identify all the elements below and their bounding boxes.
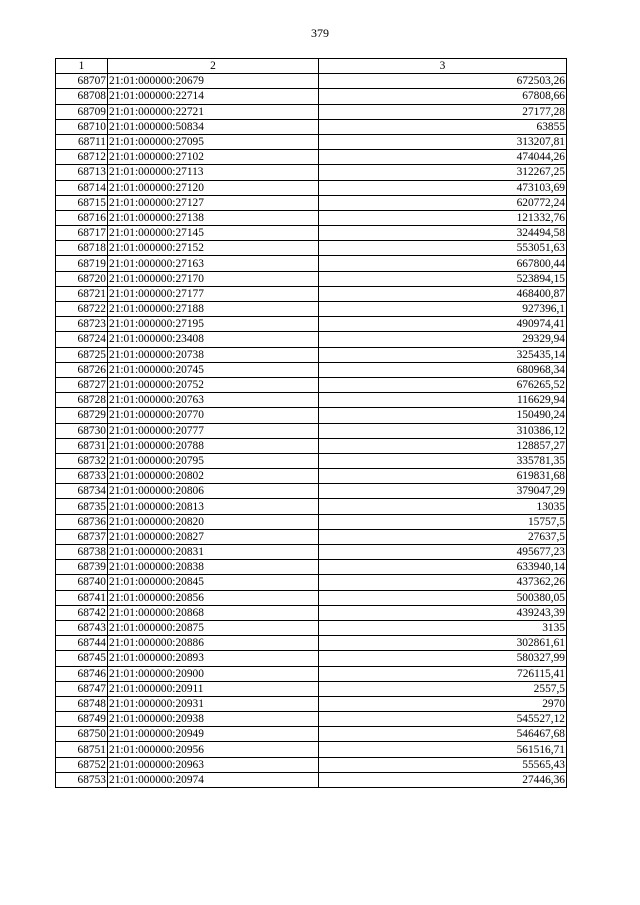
- row-value: 313207,81: [319, 134, 567, 149]
- cadastral-number: 21:01:000000:20763: [108, 393, 319, 408]
- cadastral-number: 21:01:000000:20777: [108, 423, 319, 438]
- row-value: 619831,68: [319, 469, 567, 484]
- row-number: 68743: [56, 620, 108, 635]
- row-value: 437362,26: [319, 575, 567, 590]
- row-number: 68721: [56, 286, 108, 301]
- column-header-1: 1: [56, 59, 108, 74]
- cadastral-number: 21:01:000000:20820: [108, 514, 319, 529]
- row-value: 29329,94: [319, 332, 567, 347]
- row-number: 68713: [56, 165, 108, 180]
- row-value: 2557,5: [319, 681, 567, 696]
- row-value: 27177,28: [319, 104, 567, 119]
- table-header-row: [56, 59, 567, 74]
- data-table: [55, 58, 567, 788]
- row-number: 68708: [56, 89, 108, 104]
- row-number: 68737: [56, 529, 108, 544]
- row-number: 68730: [56, 423, 108, 438]
- row-number: 68753: [56, 772, 108, 787]
- row-value: 490974,41: [319, 317, 567, 332]
- table-row: [56, 393, 567, 408]
- table-row: [56, 332, 567, 347]
- row-value: 310386,12: [319, 423, 567, 438]
- table-row: [56, 514, 567, 529]
- row-number: 68709: [56, 104, 108, 119]
- row-value: 3135: [319, 620, 567, 635]
- row-number: 68712: [56, 150, 108, 165]
- row-value: 55565,43: [319, 757, 567, 772]
- table-row: [56, 180, 567, 195]
- row-value: 13035: [319, 499, 567, 514]
- cadastral-number: 21:01:000000:27138: [108, 210, 319, 225]
- table-row: [56, 438, 567, 453]
- row-value: 128857,27: [319, 438, 567, 453]
- row-value: 325435,14: [319, 347, 567, 362]
- row-value: 121332,76: [319, 210, 567, 225]
- cadastral-number: 21:01:000000:27195: [108, 317, 319, 332]
- cadastral-number: 21:01:000000:27170: [108, 271, 319, 286]
- column-header-2: 2: [108, 59, 319, 74]
- row-number: 68736: [56, 514, 108, 529]
- row-value: 302861,61: [319, 636, 567, 651]
- cadastral-number: 21:01:000000:27095: [108, 134, 319, 149]
- table-row: [56, 484, 567, 499]
- row-number: 68752: [56, 757, 108, 772]
- cadastral-number: 21:01:000000:23408: [108, 332, 319, 347]
- cadastral-number: 21:01:000000:20752: [108, 377, 319, 392]
- row-number: 68728: [56, 393, 108, 408]
- cadastral-number: 21:01:000000:27145: [108, 226, 319, 241]
- table-row: [56, 241, 567, 256]
- row-value: 672503,26: [319, 74, 567, 89]
- cadastral-number: 21:01:000000:20770: [108, 408, 319, 423]
- table-row: [56, 134, 567, 149]
- table-row: [56, 772, 567, 787]
- table-row: [56, 165, 567, 180]
- row-value: 439243,39: [319, 605, 567, 620]
- row-value: 667800,44: [319, 256, 567, 271]
- row-value: 324494,58: [319, 226, 567, 241]
- cadastral-number: 21:01:000000:27188: [108, 302, 319, 317]
- cadastral-number: 21:01:000000:27127: [108, 195, 319, 210]
- table-row: [56, 104, 567, 119]
- row-number: 68714: [56, 180, 108, 195]
- table-row: [56, 605, 567, 620]
- table-row: [56, 696, 567, 711]
- row-number: 68742: [56, 605, 108, 620]
- row-number: 68707: [56, 74, 108, 89]
- row-value: 495677,23: [319, 545, 567, 560]
- table-body: [56, 74, 567, 788]
- row-value: 580327,99: [319, 651, 567, 666]
- table-row: [56, 560, 567, 575]
- cadastral-number: 21:01:000000:20845: [108, 575, 319, 590]
- row-number: 68716: [56, 210, 108, 225]
- table-row: [56, 575, 567, 590]
- cadastral-number: 21:01:000000:27113: [108, 165, 319, 180]
- cadastral-number: 21:01:000000:27120: [108, 180, 319, 195]
- cadastral-number: 21:01:000000:22714: [108, 89, 319, 104]
- row-number: 68719: [56, 256, 108, 271]
- cadastral-number: 21:01:000000:20931: [108, 696, 319, 711]
- table-row: [56, 651, 567, 666]
- cadastral-number: 21:01:000000:20831: [108, 545, 319, 560]
- row-number: 68745: [56, 651, 108, 666]
- row-number: 68718: [56, 241, 108, 256]
- cadastral-number: 21:01:000000:20679: [108, 74, 319, 89]
- cadastral-number: 21:01:000000:20813: [108, 499, 319, 514]
- row-value: 63855: [319, 119, 567, 134]
- row-number: 68750: [56, 727, 108, 742]
- table-row: [56, 636, 567, 651]
- row-number: 68723: [56, 317, 108, 332]
- row-value: 680968,34: [319, 362, 567, 377]
- table-row: [56, 590, 567, 605]
- table-row: [56, 742, 567, 757]
- cadastral-number: 21:01:000000:20802: [108, 469, 319, 484]
- cadastral-number: 21:01:000000:27177: [108, 286, 319, 301]
- cadastral-number: 21:01:000000:20956: [108, 742, 319, 757]
- table-row: [56, 74, 567, 89]
- row-number: 68722: [56, 302, 108, 317]
- row-number: 68744: [56, 636, 108, 651]
- row-value: 335781,35: [319, 453, 567, 468]
- row-number: 68725: [56, 347, 108, 362]
- row-value: 27446,36: [319, 772, 567, 787]
- table-row: [56, 408, 567, 423]
- row-value: 15757,5: [319, 514, 567, 529]
- cadastral-number: 21:01:000000:20868: [108, 605, 319, 620]
- row-number: 68724: [56, 332, 108, 347]
- table-row: [56, 150, 567, 165]
- row-value: 633940,14: [319, 560, 567, 575]
- cadastral-number: 21:01:000000:20949: [108, 727, 319, 742]
- table-row: [56, 666, 567, 681]
- table-row: [56, 286, 567, 301]
- row-value: 553051,63: [319, 241, 567, 256]
- row-value: 379047,29: [319, 484, 567, 499]
- row-number: 68751: [56, 742, 108, 757]
- table-row: [56, 226, 567, 241]
- row-value: 67808,66: [319, 89, 567, 104]
- row-number: 68732: [56, 453, 108, 468]
- row-number: 68749: [56, 712, 108, 727]
- cadastral-number: 21:01:000000:22721: [108, 104, 319, 119]
- row-number: 68738: [56, 545, 108, 560]
- row-value: 468400,87: [319, 286, 567, 301]
- table-row: [56, 423, 567, 438]
- cadastral-number: 21:01:000000:20900: [108, 666, 319, 681]
- cadastral-number: 21:01:000000:20795: [108, 453, 319, 468]
- row-number: 68739: [56, 560, 108, 575]
- table-row: [56, 347, 567, 362]
- table-row: [56, 210, 567, 225]
- table-row: [56, 317, 567, 332]
- row-number: 68710: [56, 119, 108, 134]
- cadastral-number: 21:01:000000:20938: [108, 712, 319, 727]
- row-number: 68746: [56, 666, 108, 681]
- row-value: 676265,52: [319, 377, 567, 392]
- table-row: [56, 89, 567, 104]
- cadastral-number: 21:01:000000:20963: [108, 757, 319, 772]
- cadastral-number: 21:01:000000:27102: [108, 150, 319, 165]
- table-row: [56, 195, 567, 210]
- cadastral-number: 21:01:000000:20875: [108, 620, 319, 635]
- cadastral-number: 21:01:000000:20856: [108, 590, 319, 605]
- cadastral-number: 21:01:000000:20806: [108, 484, 319, 499]
- row-value: 726115,41: [319, 666, 567, 681]
- table-row: [56, 681, 567, 696]
- row-number: 68747: [56, 681, 108, 696]
- row-value: 2970: [319, 696, 567, 711]
- row-value: 545527,12: [319, 712, 567, 727]
- table-row: [56, 469, 567, 484]
- table-row: [56, 362, 567, 377]
- row-number: 68711: [56, 134, 108, 149]
- row-value: 150490,24: [319, 408, 567, 423]
- row-value: 620772,24: [319, 195, 567, 210]
- table-row: [56, 302, 567, 317]
- cadastral-number: 21:01:000000:20974: [108, 772, 319, 787]
- row-value: 474044,26: [319, 150, 567, 165]
- row-value: 473103,69: [319, 180, 567, 195]
- cadastral-number: 21:01:000000:20827: [108, 529, 319, 544]
- row-number: 68729: [56, 408, 108, 423]
- row-value: 116629,94: [319, 393, 567, 408]
- table-row: [56, 499, 567, 514]
- row-number: 68731: [56, 438, 108, 453]
- row-number: 68727: [56, 377, 108, 392]
- cadastral-number: 21:01:000000:20788: [108, 438, 319, 453]
- row-value: 523894,15: [319, 271, 567, 286]
- table-row: [56, 757, 567, 772]
- cadastral-number: 21:01:000000:20893: [108, 651, 319, 666]
- cadastral-number: 21:01:000000:27163: [108, 256, 319, 271]
- cadastral-number: 21:01:000000:27152: [108, 241, 319, 256]
- table-row: [56, 712, 567, 727]
- cadastral-number: 21:01:000000:20838: [108, 560, 319, 575]
- row-number: 68734: [56, 484, 108, 499]
- table-row: [56, 119, 567, 134]
- cadastral-number: 21:01:000000:20745: [108, 362, 319, 377]
- row-number: 68726: [56, 362, 108, 377]
- table-row: [56, 529, 567, 544]
- cadastral-number: 21:01:000000:20738: [108, 347, 319, 362]
- cadastral-number: 21:01:000000:50834: [108, 119, 319, 134]
- row-number: 68748: [56, 696, 108, 711]
- cadastral-number: 21:01:000000:20886: [108, 636, 319, 651]
- table-row: [56, 256, 567, 271]
- row-value: 927396,1: [319, 302, 567, 317]
- row-value: 27637,5: [319, 529, 567, 544]
- row-number: 68715: [56, 195, 108, 210]
- table-row: [56, 727, 567, 742]
- row-number: 68740: [56, 575, 108, 590]
- row-value: 500380,05: [319, 590, 567, 605]
- table-row: [56, 545, 567, 560]
- cadastral-number: 21:01:000000:20911: [108, 681, 319, 696]
- page-number: 379: [311, 26, 329, 40]
- table-row: [56, 453, 567, 468]
- column-header-3: 3: [319, 59, 567, 74]
- row-number: 68741: [56, 590, 108, 605]
- table-row: [56, 271, 567, 286]
- row-value: 546467,68: [319, 727, 567, 742]
- table-row: [56, 620, 567, 635]
- row-number: 68720: [56, 271, 108, 286]
- table-row: [56, 377, 567, 392]
- row-value: 312267,25: [319, 165, 567, 180]
- row-number: 68735: [56, 499, 108, 514]
- row-value: 561516,71: [319, 742, 567, 757]
- row-number: 68717: [56, 226, 108, 241]
- row-number: 68733: [56, 469, 108, 484]
